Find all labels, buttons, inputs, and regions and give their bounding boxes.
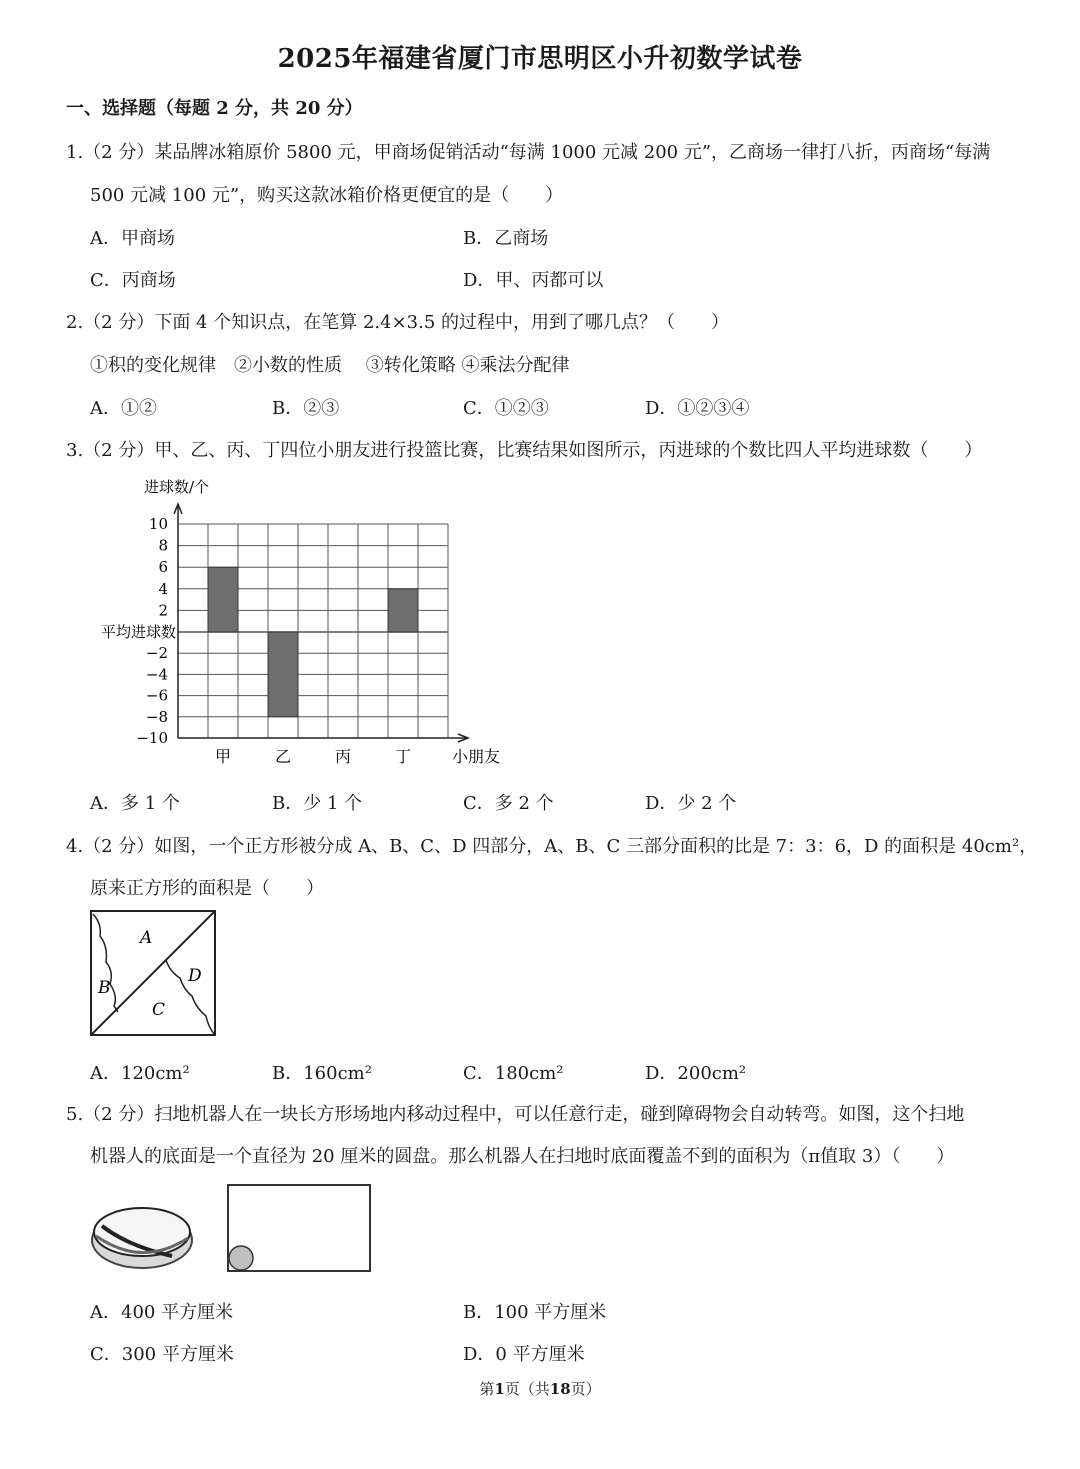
label-d: D — [188, 966, 202, 986]
q1-option-b: B．乙商场 — [463, 228, 549, 249]
x-tick-label: 丙 — [334, 747, 352, 766]
q1-line2: 500 元减 100 元”，购买这款冰箱价格更便宜的是（ ） — [90, 185, 564, 206]
q4-option-c: C．180cm² — [463, 1063, 564, 1084]
bar-4 — [388, 589, 418, 632]
q4-line2: 原来正方形的面积是（ ） — [90, 878, 324, 899]
q2-option-c: C．①②③ — [463, 398, 549, 419]
q3-option-d: D．少 2 个 — [645, 793, 737, 814]
footer-post: 页） — [570, 1380, 601, 1398]
y-tick-label: −4 — [145, 665, 168, 684]
rectangle-field-figure — [226, 1183, 374, 1275]
q2-option-b: B．②③ — [272, 398, 340, 419]
bar-2 — [268, 632, 298, 717]
q3-option-a: A．多 1 个 — [90, 793, 180, 814]
robot-disc — [229, 1246, 253, 1270]
y-tick-label: −10 — [136, 729, 168, 747]
footer-pre: 第 — [479, 1380, 495, 1398]
chart-labels — [101, 478, 500, 766]
q1-option-d: D．甲、丙都可以 — [463, 270, 604, 291]
page-title: 2025年福建省厦门市思明区小升初数学试卷 — [277, 44, 803, 74]
y-tick-label: 4 — [158, 579, 168, 598]
footer-total: 18 — [549, 1380, 571, 1398]
q4-option-a: A．120cm² — [90, 1063, 190, 1084]
section-heading: 一、选择题（每题 2 分，共 20 分） — [66, 98, 363, 119]
q3-line1: 3.（2 分）甲、乙、丙、丁四位小朋友进行投篮比赛，比赛结果如图所示，丙进球的个数比四人平均进球数（ ） — [66, 440, 983, 461]
q2-option-a: A．①② — [90, 398, 157, 419]
label-b: B — [98, 978, 111, 998]
y-tick-label: 6 — [158, 558, 168, 577]
x-tick-label: 丁 — [394, 747, 412, 766]
label-a: A — [140, 928, 153, 948]
q5-option-d: D．0 平方厘米 — [463, 1344, 585, 1365]
q4-option-d: D．200cm² — [645, 1063, 747, 1084]
y-tick-label: −2 — [145, 644, 168, 663]
q1-option-a: A．甲商场 — [90, 228, 175, 249]
q4-line1: 4.（2 分）如图，一个正方形被分成 A、B、C、D 四部分，A、B、C 三部分面积的比是 7：3：6，D 的面积是 40cm²， — [66, 836, 1038, 857]
q5-option-b: B．100 平方厘米 — [463, 1302, 607, 1323]
x-tick-label: 乙 — [274, 747, 292, 766]
label-c: C — [152, 1000, 166, 1020]
q2-points: ①积的变化规律 ②小数的性质 ③转化策略 ④乘法分配律 — [90, 355, 570, 376]
square-figure — [88, 908, 220, 1040]
footer-mid: 页（共 — [504, 1380, 550, 1398]
y-axis-label: 进球数/个 — [144, 478, 210, 496]
y-tick-label: 2 — [158, 601, 168, 620]
baseline-label: 平均进球数 — [100, 623, 176, 641]
q1-line1: 1.（2 分）某品牌冰箱原价 5800 元，甲商场促销活动“每满 1000 元减 200 元”，乙商场一律打八折，丙商场“每满 — [66, 142, 991, 163]
x-tick-label: 甲 — [214, 747, 232, 766]
bar-chart — [80, 472, 500, 772]
chart-bars — [208, 567, 418, 717]
q5-line1: 5.（2 分）扫地机器人在一块长方形场地内移动过程中，可以任意行走，碰到障碍物会自动转弯。如图，这个扫地 — [66, 1104, 965, 1125]
q3-option-b: B．少 1 个 — [272, 793, 363, 814]
q5-line2: 机器人的底面是一个直径为 20 厘米的圆盘。那么机器人在扫地时底面覆盖不到的面积为（π值取 3）（ ） — [90, 1146, 955, 1167]
q3-option-c: C．多 2 个 — [463, 793, 554, 814]
y-tick-label: −8 — [145, 707, 168, 726]
q2-option-d: D．①②③④ — [645, 398, 750, 419]
robot-vacuum-image — [88, 1190, 200, 1274]
y-tick-label: −6 — [145, 686, 168, 705]
q5-option-c: C．300 平方厘米 — [90, 1344, 234, 1365]
q5-option-a: A．400 平方厘米 — [90, 1302, 234, 1323]
q4-option-b: B．160cm² — [272, 1063, 372, 1084]
x-axis-label: 小朋友 — [452, 747, 500, 766]
q2-line1: 2.（2 分）下面 4 个知识点，在笔算 2.4×3.5 的过程中，用到了哪几点？（ ） — [66, 312, 730, 333]
q1-option-c: C．丙商场 — [90, 270, 176, 291]
page-footer — [0, 1378, 1080, 1399]
y-tick-label: 8 — [158, 536, 168, 555]
y-tick-label: 10 — [148, 515, 168, 533]
bar-1 — [208, 567, 238, 632]
footer-page: 1 — [494, 1380, 505, 1398]
